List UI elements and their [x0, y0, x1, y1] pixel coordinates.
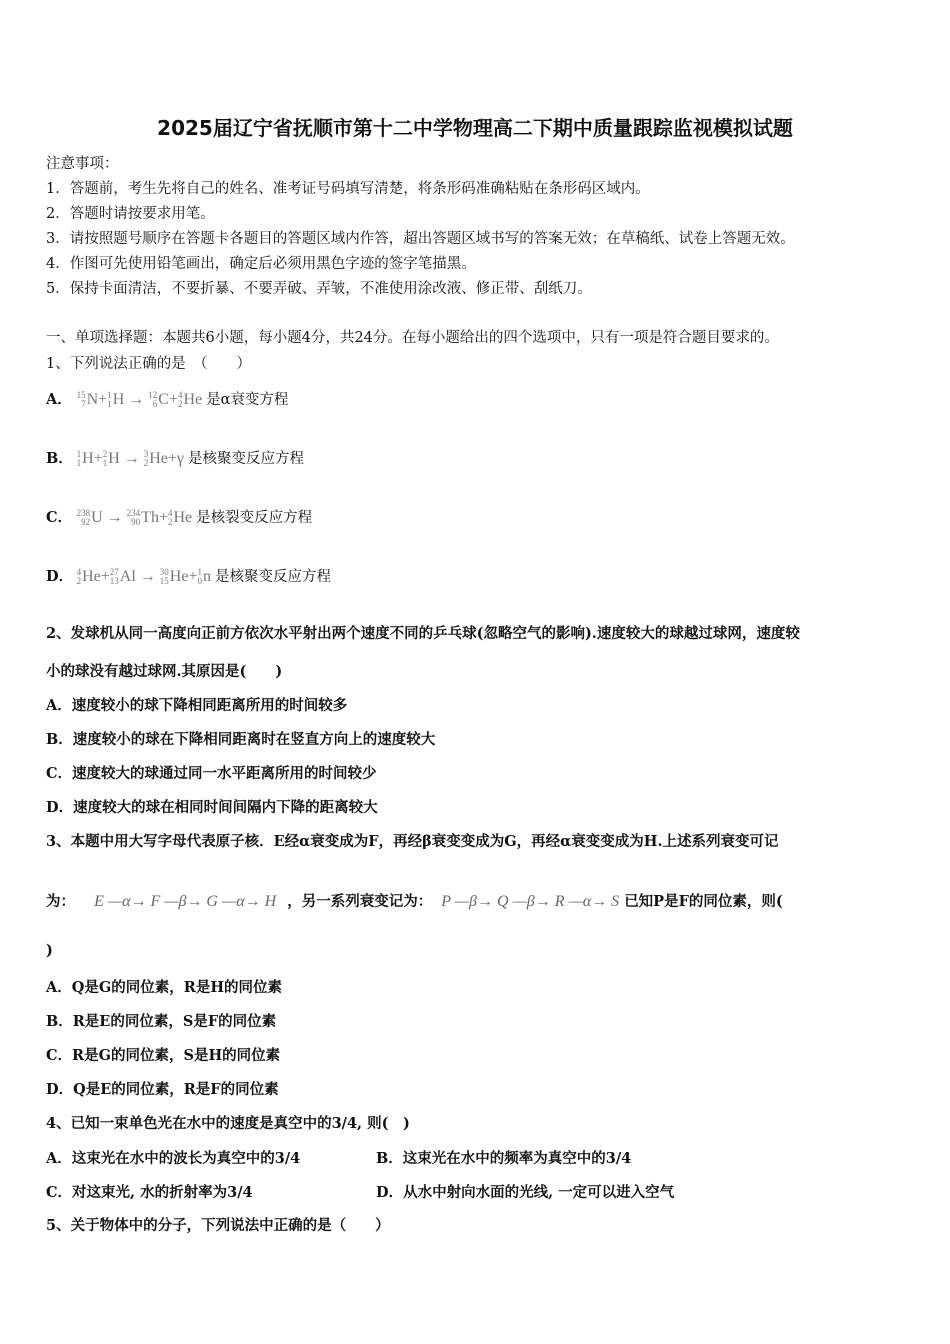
nuclear-equation: 4 2 He+ 27 13 Al → 30 15 He+ 1 0 n — [76, 567, 211, 587]
nuclear-equation: 15 7 N+ 1 1 H → 12 6 C+ 4 2 He — [76, 390, 203, 410]
q3-option-b: B．R是E的同位素，S是F的同位素 — [46, 1013, 277, 1030]
q4-option-c: C．对这束光, 水的折射率为3/4 — [46, 1184, 253, 1201]
note-item: 5．保持卡面清洁，不要折暴、不要弄破、弄皱，不准使用涂改液、修正带、刮纸刀。 — [46, 281, 592, 297]
question-1-stem: 1、下列说法正确的是 （ ） — [46, 356, 251, 372]
question-3-stem-end: ) — [46, 942, 53, 959]
question-4-stem: 4、已知一束单色光在水中的速度是真空中的3/4, 则( ) — [46, 1115, 410, 1132]
q3-option-c: C．R是G的同位素，S是H的同位素 — [46, 1047, 281, 1064]
option-text: 是核聚变反应方程 — [188, 451, 304, 467]
note-item: 3．请按照题号顺序在答题卡各题目的答题区域内作答，超出答题区域书写的答案无效；在草稿纸、试卷上答题无效。 — [46, 231, 795, 247]
q3-option-d: D．Q是E的同位素，R是F的同位素 — [46, 1081, 279, 1098]
nuclear-equation: 238 92 U → 234 90 Th+ 4 2 He — [76, 508, 193, 528]
q2-option-d: D．速度较大的球在相同时间间隔内下降的距离较大 — [46, 799, 378, 816]
question-2-stem-cont: 小的球没有越过球网.其原因是( ) — [46, 663, 283, 680]
option-label: D． — [46, 568, 74, 585]
q1-option-a — [46, 388, 288, 409]
q2-option-c: C．速度较大的球通过同一水平距离所用的时间较少 — [46, 765, 377, 782]
note-item: 4．作图可先使用铅笔画出，确定后必须用黑色字迹的签字笔描黑。 — [46, 256, 476, 272]
option-label: A． — [46, 391, 72, 408]
question-2-stem: 2、发球机从同一高度向正前方依次水平射出两个速度不同的乒乓球(忽略空气的影响).速度较大的球越过球网，速度较 — [46, 625, 800, 642]
decay-sequence-1: E —α→ F —β→ G —α→ H — [94, 893, 277, 910]
q4-option-b: B．这束光在水中的频率为真空中的3/4 — [376, 1150, 632, 1167]
q2-option-b: B．速度较小的球在下降相同距离时在竖直方向上的速度较大 — [46, 731, 436, 748]
section-heading: 一、单项选择题：本题共6小题，每小题4分，共24分。在每小题给出的四个选项中，只有一项是符合题目要求的。 — [46, 330, 779, 346]
question-5-stem: 5、关于物体中的分子，下列说法中正确的是（ ） — [46, 1217, 390, 1234]
q4-option-a: A．这束光在水中的波长为真空中的3/4 — [46, 1150, 301, 1167]
q1-option-d — [46, 565, 331, 586]
question-3-stem: 3、本题中用大写字母代表原子核．E经α衰变成为F，再经β衰变变成为G，再经α衰变变成为H.上述系列衰变可记 — [46, 833, 779, 850]
notes-heading: 注意事项： — [46, 156, 119, 172]
decay-sequence-2: P —β→ Q —β→ R —α→ S — [441, 893, 620, 910]
option-text: 是核聚变反应方程 — [214, 569, 331, 585]
q2-option-a: A．速度较小的球下降相同距离所用的时间较多 — [46, 697, 348, 714]
option-text: 是α衰变方程 — [206, 392, 289, 408]
q4-option-d: D．从水中射向水面的光线, 一定可以进入空气 — [376, 1184, 675, 1201]
option-label: C． — [46, 509, 73, 526]
nuclear-equation: 1 1 H+ 2 1 H → 3 2 He+γ — [76, 449, 184, 469]
option-label: B． — [46, 450, 73, 467]
question-3-stem-cont: 为： E —α→ F —β→ G —α→ H ，另一系列衰变记为： P —β→ Q —β→ R —α→ S 已知P是F的同位素，则( — [46, 893, 783, 910]
note-item: 1．答题前，考生先将自己的姓名、准考证号码填写清楚，将条形码准确粘贴在条形码区域内。 — [46, 181, 650, 197]
q1-option-c — [46, 506, 312, 527]
q1-option-b — [46, 447, 304, 468]
q3-option-a: A．Q是G的同位素，R是H的同位素 — [46, 979, 283, 996]
page-title: 2025届辽宁省抚顺市第十二中学物理高二下期中质量跟踪监视模拟试题 — [157, 116, 793, 140]
note-item: 2．答题时请按要求用笔。 — [46, 206, 215, 222]
option-text: 是核裂变反应方程 — [196, 510, 313, 526]
